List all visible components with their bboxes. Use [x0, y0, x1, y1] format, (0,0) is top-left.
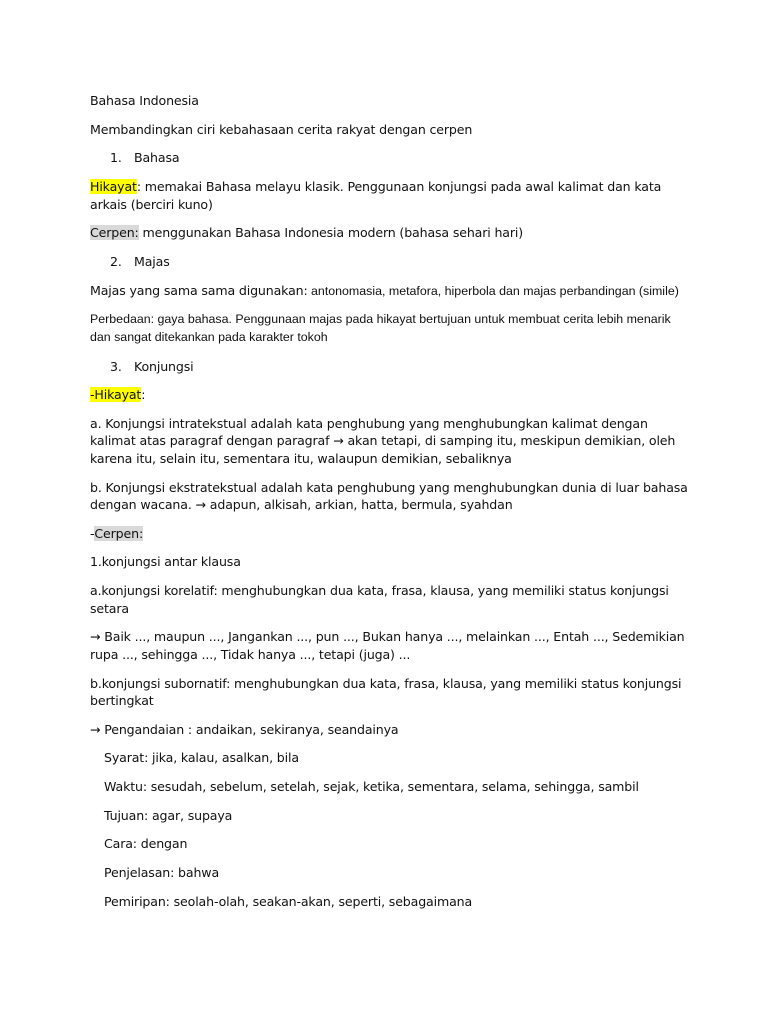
hikayat-label: Hikayat: [90, 179, 137, 195]
hikayat-konjungsi-label: [90, 386, 688, 404]
konjungsi-ekstratekstual: b. Konjungsi ekstratekstual adalah kata penghubung yang menghubungkan dunia di luar bahasa dengan wacana. → adapun, alkisah, arkian, hatta, bermula, syahdan: [90, 479, 688, 513]
korelatif-examples: → Baik ..., maupun ..., Jangankan ..., pun ..., Bukan hanya ..., melainkan ..., Entah ..., Sedemikian rupa ..., sehingga ..., Tidak hanya ..., tetapi (juga) ...: [90, 629, 685, 662]
cerpen-bahasa-paragraph: [90, 224, 688, 242]
cerpen-dash: -: [90, 525, 95, 541]
cerpen-label: Cerpen:: [90, 225, 139, 241]
konjungsi-antar-klausa: 1.konjungsi antar klausa: [90, 554, 241, 570]
hikayat-colon: :: [141, 387, 146, 403]
section-2-heading: [90, 253, 688, 271]
subornatif-item: Penjelasan: bahwa: [104, 865, 220, 881]
hikayat-bahasa-text: : memakai Bahasa melayu klasik. Penggunaan konjungsi pada awal kalimat dan kata arkais (berciri kuno): [90, 179, 662, 212]
majas-same-paragraph: [90, 282, 688, 301]
cerpen-konjungsi-label: [90, 525, 688, 543]
majas-same-label: Majas yang sama sama digunakan:: [90, 282, 308, 298]
document-subtitle: Membandingkan ciri kebahasaan cerita rakyat dengan cerpen: [90, 121, 473, 137]
subornatif-item: Pemiripan: seolah-olah, seakan-akan, seperti, sebagaimana: [104, 893, 473, 909]
subornatif-item: Tujuan: agar, supaya: [104, 807, 233, 823]
subornatif-item: Cara: dengan: [104, 836, 188, 852]
section-1-title: Bahasa: [134, 150, 180, 166]
konjungsi-subornatif: b.konjungsi subornatif: menghubungkan dua kata, frasa, klausa, yang memiliki status konjungsi bertingkat: [90, 675, 682, 708]
section-2-title: Majas: [134, 253, 170, 269]
section-1-number: 1.: [110, 150, 122, 166]
cerpen-konjungsi-word: Cerpen:: [94, 525, 144, 541]
majas-same-text: antonomasia, metafora, hiperbola dan majas perbandingan (simile): [307, 283, 679, 298]
document-title: Bahasa Indonesia: [90, 93, 199, 108]
hikayat-konjungsi-word: Hikayat: [94, 387, 142, 403]
section-2-number: 2.: [110, 253, 122, 269]
konjungsi-intratekstual: a. Konjungsi intratekstual adalah kata penghubung yang menghubungkan kalimat dengan kalimat atas paragraf dengan paragraf → akan tetapi, di samping itu, meskipun demikian, oleh karena itu, selain itu, sementara itu, walaupun demikian, sebaliknya: [90, 415, 676, 466]
majas-diff-paragraph: Perbedaan: gaya bahasa. Penggunaan majas pada hikayat bertujuan untuk membuat cerita lebih menarik dan sangat ditekankan pada karakter tokoh: [90, 312, 671, 344]
subornatif-item: Waktu: sesudah, sebelum, setelah, sejak, ketika, sementara, selama, sehingga, sambil: [104, 779, 639, 795]
hikayat-dash: -: [90, 387, 95, 403]
konjungsi-korelatif: a.konjungsi korelatif: menghubungkan dua kata, frasa, klausa, yang memiliki status konjungsi setara: [90, 583, 669, 616]
hikayat-bahasa-paragraph: [90, 178, 688, 213]
cerpen-bahasa-text: menggunakan Bahasa Indonesia modern (bahasa sehari hari): [138, 225, 524, 241]
section-3-number: 3.: [110, 358, 122, 374]
section-1-heading: [90, 149, 688, 167]
subornatif-item: → Pengandaian : andaikan, sekiranya, seandainya: [90, 721, 399, 737]
section-3-heading: [90, 358, 688, 376]
section-3-title: Konjungsi: [134, 358, 194, 374]
subornatif-item: Syarat: jika, kalau, asalkan, bila: [104, 750, 299, 766]
